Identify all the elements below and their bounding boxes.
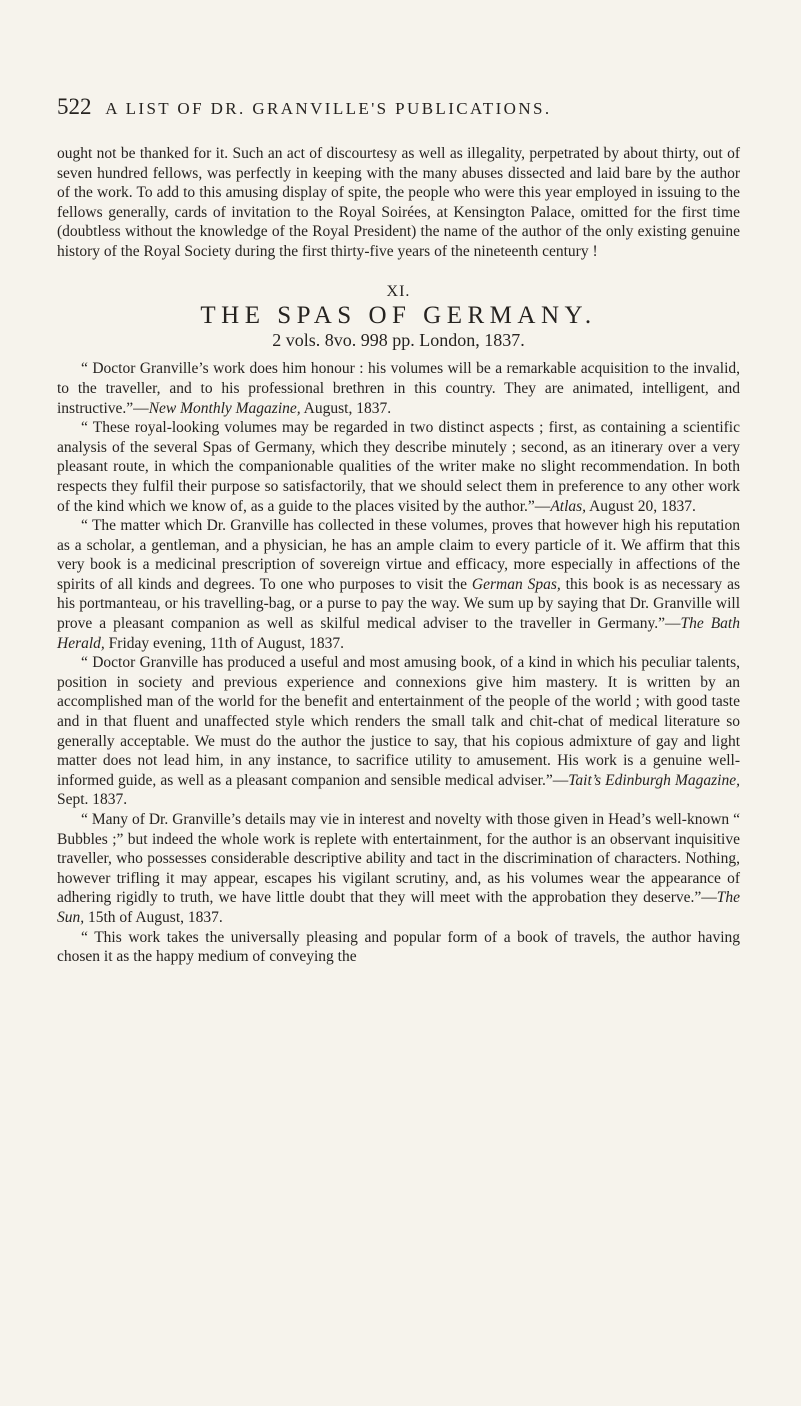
section-subtitle: 2 vols. 8vo. 998 pp. London, 1837. [272, 329, 525, 350]
review-paragraph: “ These royal-looking volumes may be regarded in two distinct aspects ; first, as containing a scientific analysis of the several Spas of Germany, which they describe minutely ; second, as an itinerary over a very pleasant route, in which the companionable qualities of the writer make no slight recommendation. In both respects they fulfil their purpose so satisfactorily, that we should select them in preference to any other work of the kind which we know of, as a guide to the places visited by the author.”—Atlas, August 20, 1837. [57, 419, 740, 515]
review-source: The Sun, [57, 889, 740, 926]
inline-book-title: German Spas, [471, 575, 561, 593]
section-number: XI. [386, 282, 411, 300]
running-title: A LIST OF DR. GRANVILLE'S PUBLICATIONS. [105, 99, 552, 118]
review-source: Atlas, [550, 497, 587, 515]
page-number: 522 [57, 94, 92, 119]
running-head [57, 94, 552, 120]
review-source: Tait’s Edinburgh Magazine, [568, 771, 740, 789]
review-paragraph: “ Many of Dr. Granville’s details may vie in interest and novelty with those given in Head’s well-known “ Bubbles ;” but indeed the whole work is replete with entertainment, for the author is an observant inquisitive traveller, who possesses considerable descriptive ability and tact in the discrimination of characters. Nothing, however trifling it may appear, escapes his vigilant scrutiny, and, as his volumes wear the appearance of adhering rigidly to truth, we have little doubt that they will meet with the approbation they deserve.”—The Sun, 15th of August, 1837. [57, 811, 740, 926]
review-source: The Bath Herald, [57, 615, 740, 652]
body-text [57, 144, 740, 967]
review-paragraph: “ This work takes the universally pleasing and popular form of a book of travels, the author having chosen it as the happy medium of conveying the [57, 928, 740, 966]
section-title: THE SPAS OF GERMANY. [200, 302, 597, 330]
review-paragraph: “ Doctor Granville has produced a useful and most amusing book, of a kind in which his peculiar talents, position in society and previous experience and connexions give him mastery. It is written by an accomplished man of the world for the benefit and entertainment of the people of the world ; with good taste and in that fluent and unaffected style which renders the small talk and chit-chat of medical literature so generally acceptable. We must do the author the justice to say, that his copious admixture of gay and light matter does not lead him, in any instance, to sacrifice utility to amusement. His work is a genuine well-informed guide, as well as a pleasant companion and sensible medical adviser.”—Tait’s Edinburgh Magazine, Sept. 1837. [57, 654, 740, 809]
review-paragraph: “ Doctor Granville’s work does him honour : his volumes will be a remarkable acquisition to the invalid, to the traveller, and to his professional brethren in this country. They are animated, intelligent, and instructive.”—New Monthly Magazine, August, 1837. [57, 360, 740, 417]
intro-paragraph: ought not be thanked for it. Such an act of discourtesy as well as illegality, perpetrated by about thirty, out of seven hundred fellows, was perfectly in keeping with the many abuses dissected and laid bare by the author of the work. To add to this amusing display of spite, the people who were this year employed in issuing to the fellows generally, cards of invitation to the Royal Soirées, at Kensington Palace, omitted for the first time (doubtless without the knowledge of the Royal President) the name of the author of the only existing genuine history of the Royal Society during the first thirty-five years of the nineteenth century ! [57, 145, 740, 260]
review-paragraph: “ The matter which Dr. Granville has collected in these volumes, proves that however high his reputation as a scholar, a gentleman, and a physician, he has an ample claim to every particle of it. We affirm that this very book is a medicinal prescription of sovereign virtue and efficacy, more especially in affections of the spirits of all kinds and degrees. To one who purposes to visit the German Spas, this book is as necessary as his portmanteau, or his travelling-bag, or a purse to pay the way. We sum up by saying that Dr. Granville will prove a pleasant companion as well as skilful medical adviser to the traveller in Germany.”—The Bath Herald, Friday evening, 11th of August, 1837. [57, 517, 740, 652]
review-source: New Monthly Magazine, [148, 399, 301, 417]
